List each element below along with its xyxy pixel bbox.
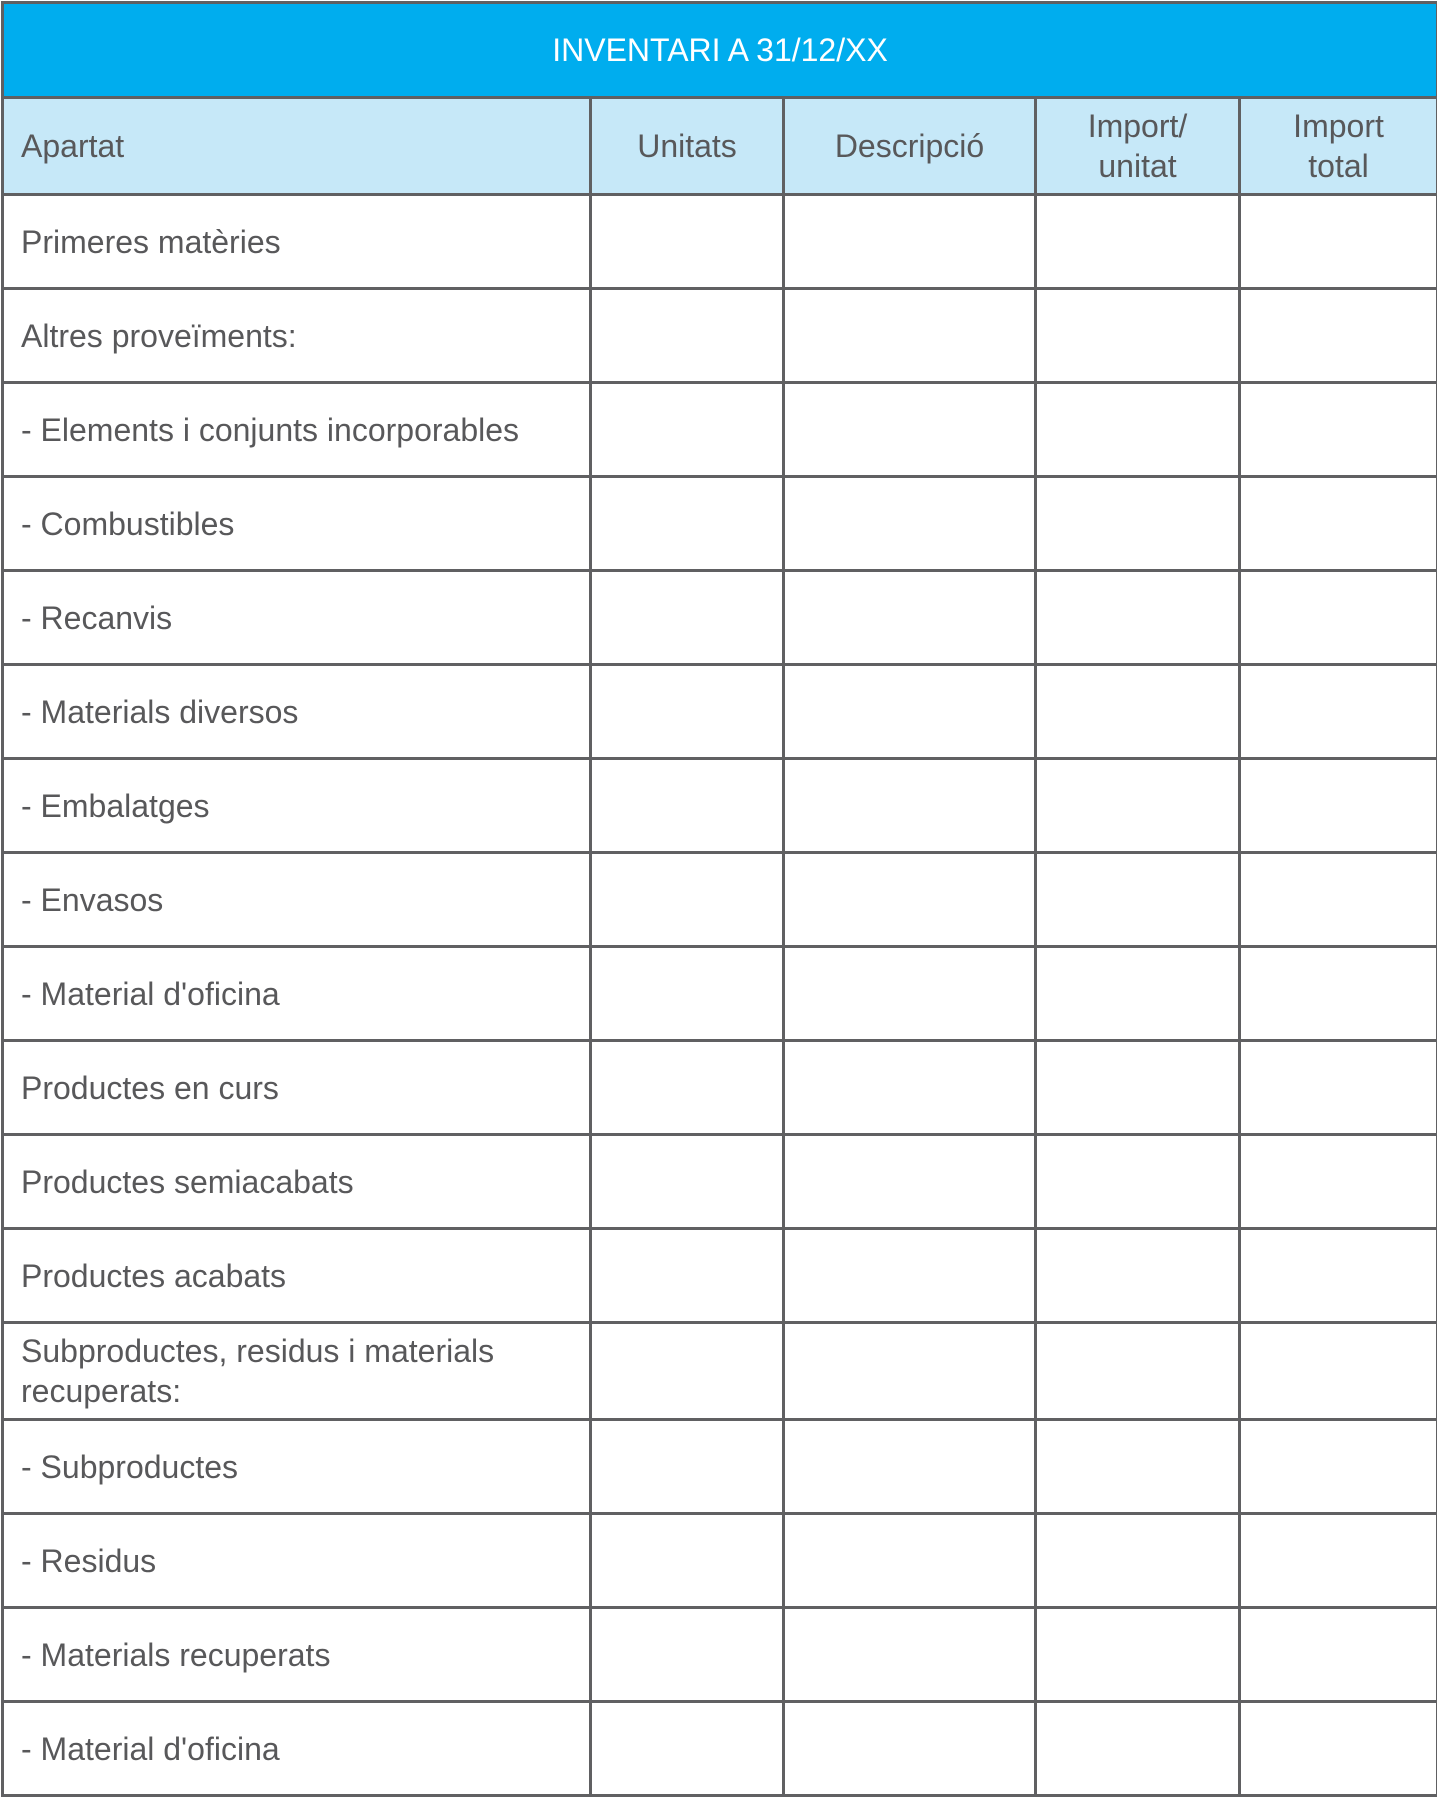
cell-import-total[interactable] (1240, 1229, 1437, 1323)
cell-unitats[interactable] (591, 1229, 784, 1323)
cell-import-total[interactable] (1240, 759, 1437, 853)
table-row (3, 1514, 1437, 1608)
cell-import-total[interactable] (1240, 1608, 1437, 1702)
cell-import-total[interactable] (1240, 477, 1437, 571)
cell-unitats[interactable] (591, 1135, 784, 1229)
row-label: - Materials diversos (3, 665, 591, 759)
header-import-unitat-line2: unitat (1098, 148, 1177, 184)
cell-descripcio[interactable] (784, 571, 1036, 665)
cell-unitats[interactable] (591, 1702, 784, 1796)
table-row (3, 1702, 1437, 1796)
cell-unitats[interactable] (591, 477, 784, 571)
row-label: Productes en curs (3, 1041, 591, 1135)
title-row (3, 3, 1437, 98)
cell-import-total[interactable] (1240, 1514, 1437, 1608)
inventory-table (1, 1, 1437, 1797)
cell-unitats[interactable] (591, 195, 784, 289)
cell-import-unitat[interactable] (1036, 853, 1240, 947)
cell-import-total[interactable] (1240, 195, 1437, 289)
cell-descripcio[interactable] (784, 1229, 1036, 1323)
row-label: - Material d'oficina (3, 947, 591, 1041)
cell-unitats[interactable] (591, 947, 784, 1041)
row-label: - Recanvis (3, 571, 591, 665)
cell-import-unitat[interactable] (1036, 571, 1240, 665)
cell-descripcio[interactable] (784, 1135, 1036, 1229)
cell-import-unitat[interactable] (1036, 1229, 1240, 1323)
row-label: Productes acabats (3, 1229, 591, 1323)
cell-descripcio[interactable] (784, 1420, 1036, 1514)
cell-import-unitat[interactable] (1036, 1420, 1240, 1514)
cell-descripcio[interactable] (784, 477, 1036, 571)
row-label: - Subproductes (3, 1420, 591, 1514)
cell-descripcio[interactable] (784, 1323, 1036, 1420)
cell-import-total[interactable] (1240, 1420, 1437, 1514)
cell-import-total[interactable] (1240, 1323, 1437, 1420)
cell-unitats[interactable] (591, 1323, 784, 1420)
row-label: - Embalatges (3, 759, 591, 853)
table-row (3, 665, 1437, 759)
cell-unitats[interactable] (591, 759, 784, 853)
cell-import-total[interactable] (1240, 571, 1437, 665)
table-row (3, 1420, 1437, 1514)
cell-unitats[interactable] (591, 1041, 784, 1135)
cell-import-unitat[interactable] (1036, 1323, 1240, 1420)
table-row (3, 1323, 1437, 1420)
cell-import-unitat[interactable] (1036, 477, 1240, 571)
cell-unitats[interactable] (591, 1420, 784, 1514)
cell-unitats[interactable] (591, 1514, 784, 1608)
header-import-total (1240, 98, 1437, 195)
table-row (3, 383, 1437, 477)
cell-unitats[interactable] (591, 665, 784, 759)
cell-import-total[interactable] (1240, 947, 1437, 1041)
header-apartat: Apartat (3, 98, 591, 195)
cell-descripcio[interactable] (784, 289, 1036, 383)
cell-import-unitat[interactable] (1036, 1135, 1240, 1229)
cell-descripcio[interactable] (784, 1041, 1036, 1135)
table-row (3, 289, 1437, 383)
row-label: - Residus (3, 1514, 591, 1608)
cell-import-total[interactable] (1240, 1135, 1437, 1229)
row-label: - Material d'oficina (3, 1702, 591, 1796)
cell-unitats[interactable] (591, 289, 784, 383)
table-row (3, 1608, 1437, 1702)
cell-descripcio[interactable] (784, 383, 1036, 477)
row-label: Altres proveïments: (3, 289, 591, 383)
cell-unitats[interactable] (591, 383, 784, 477)
cell-import-total[interactable] (1240, 383, 1437, 477)
cell-unitats[interactable] (591, 1608, 784, 1702)
cell-import-unitat[interactable] (1036, 1041, 1240, 1135)
table-row (3, 477, 1437, 571)
cell-import-unitat[interactable] (1036, 383, 1240, 477)
cell-import-unitat[interactable] (1036, 1702, 1240, 1796)
table-row (3, 947, 1437, 1041)
cell-unitats[interactable] (591, 853, 784, 947)
header-import-unitat-line1: Import/ (1087, 108, 1188, 144)
table-row (3, 853, 1437, 947)
cell-import-unitat[interactable] (1036, 1514, 1240, 1608)
row-label: - Combustibles (3, 477, 591, 571)
cell-import-total[interactable] (1240, 289, 1437, 383)
header-import-total-line2: total (1308, 148, 1369, 184)
table-row (3, 195, 1437, 289)
row-label: Subproductes, residus i materials recuperats: (3, 1323, 591, 1420)
cell-descripcio[interactable] (784, 195, 1036, 289)
row-label: - Elements i conjunts incorporables (3, 383, 591, 477)
cell-descripcio[interactable] (784, 947, 1036, 1041)
cell-import-unitat[interactable] (1036, 289, 1240, 383)
header-import-unitat (1036, 98, 1240, 195)
cell-import-total[interactable] (1240, 853, 1437, 947)
table-row (3, 1229, 1437, 1323)
header-unitats: Unitats (591, 98, 784, 195)
table-body (3, 195, 1437, 1796)
row-label: Primeres matèries (3, 195, 591, 289)
header-descripcio: Descripció (784, 98, 1036, 195)
cell-import-total[interactable] (1240, 1041, 1437, 1135)
cell-descripcio[interactable] (784, 1514, 1036, 1608)
cell-descripcio[interactable] (784, 853, 1036, 947)
header-import-total-line1: Import (1293, 108, 1384, 144)
cell-descripcio[interactable] (784, 1608, 1036, 1702)
cell-import-total[interactable] (1240, 1702, 1437, 1796)
cell-descripcio[interactable] (784, 665, 1036, 759)
cell-import-unitat[interactable] (1036, 1608, 1240, 1702)
cell-import-unitat[interactable] (1036, 665, 1240, 759)
row-label: Productes semiacabats (3, 1135, 591, 1229)
header-row (3, 98, 1437, 195)
cell-import-unitat[interactable] (1036, 947, 1240, 1041)
table-row (3, 571, 1437, 665)
cell-unitats[interactable] (591, 571, 784, 665)
table-title: INVENTARI A 31/12/XX (3, 3, 1437, 98)
table-row (3, 1135, 1437, 1229)
row-label: - Envasos (3, 853, 591, 947)
cell-descripcio[interactable] (784, 759, 1036, 853)
table-row (3, 759, 1437, 853)
row-label: - Materials recuperats (3, 1608, 591, 1702)
cell-import-unitat[interactable] (1036, 195, 1240, 289)
cell-import-total[interactable] (1240, 665, 1437, 759)
cell-descripcio[interactable] (784, 1702, 1036, 1796)
cell-import-unitat[interactable] (1036, 759, 1240, 853)
table-row (3, 1041, 1437, 1135)
